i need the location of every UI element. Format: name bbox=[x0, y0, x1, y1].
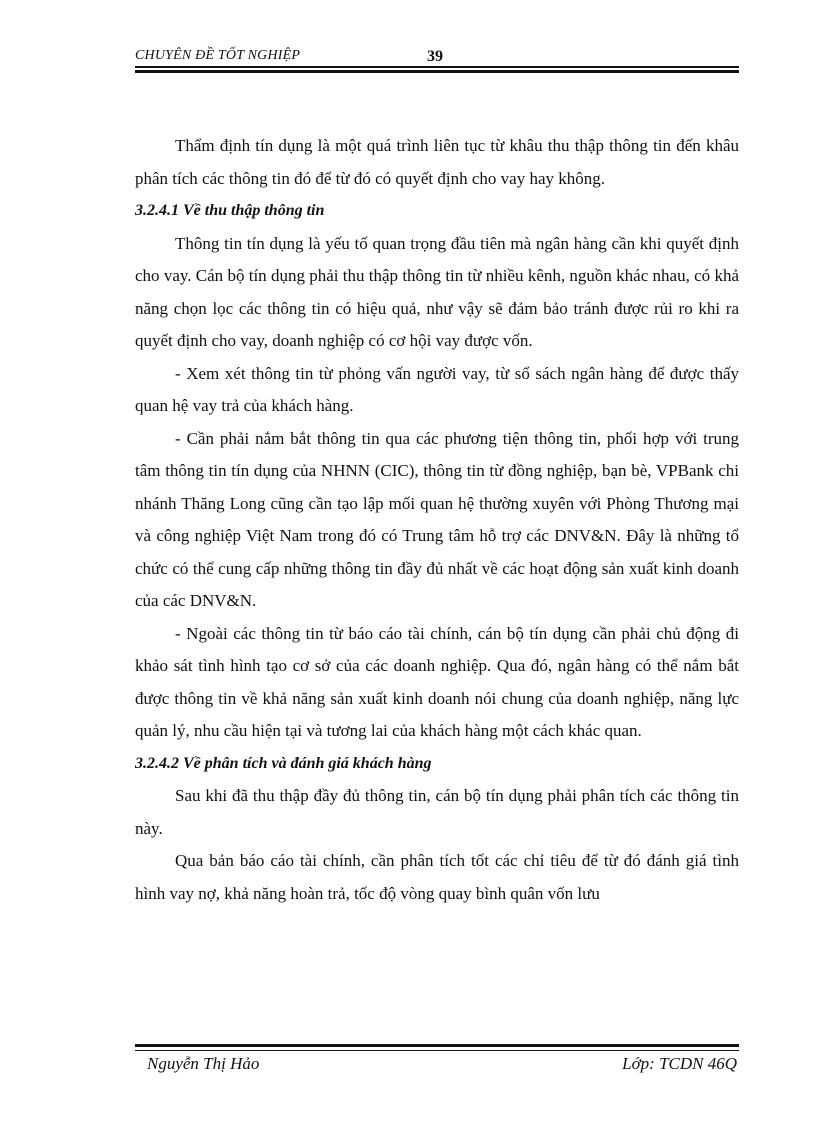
footer-rule-thick bbox=[135, 1044, 739, 1047]
section-heading-analysis: 3.2.4.2 Về phân tích và đánh giá khách hàng bbox=[135, 754, 432, 772]
paragraph-site-survey: - Ngoài các thông tin từ báo cáo tài chính, cán bộ tín dụng cần phải chủ động đi khảo sát tình hình tạo cơ sở của các doanh nghiệp. Qua đó, ngân hàng có thể nắm bắt được thông tin về khả năng sản xuất kinh doanh nói chung của doanh nghiệp, năng lực quản lý, nhu cầu hiện tại và tương lai của khách hàng một cách khác quan. bbox=[135, 623, 739, 740]
document-body bbox=[135, 130, 739, 910]
footer-author: Nguyễn Thị Hảo bbox=[147, 1054, 260, 1073]
footer-rule-thin bbox=[135, 1050, 739, 1051]
footer-class: Lớp: TCDN 46Q bbox=[622, 1054, 737, 1073]
paragraph-analyze: Sau khi đã thu thập đầy đủ thông tin, cán bộ tín dụng phải phân tích các thông tin này. bbox=[135, 786, 739, 838]
paragraph-interview: - Xem xét thông tin từ phỏng vấn người vay, từ sổ sách ngân hàng để được thấy quan hệ vay trả của khách hàng. bbox=[135, 363, 739, 415]
paragraph-financial-report: Qua bản báo cáo tài chính, cần phân tích tốt các chỉ tiêu để từ đó đánh giá tình hình vay nợ, khả năng hoàn trả, tốc độ vòng quay bình quân vốn lưu bbox=[135, 851, 739, 903]
header-rule-thin bbox=[135, 66, 739, 68]
section-heading-collect-info: 3.2.4.1 Về thu thập thông tin bbox=[135, 202, 325, 219]
paragraph-media-sources: - Cần phải nắm bắt thông tin qua các phương tiện thông tin, phối hợp với trung tâm thông tin tín dụng của NHNN (CIC), thông tin từ đồng nghiệp, bạn bè, VPBank chi nhánh Thăng Long cũng cần tạo lập mối quan hệ thường xuyên với Phòng Thương mại và công nghiệp Việt Nam trong đó có Trung tâm hỗ trợ các DNV&N. Đây là những tổ chức có thể cung cấp những thông tin đầy đủ nhất về các hoạt động sản xuất kinh doanh của các DNV&N. bbox=[135, 428, 739, 610]
header-rule-thick bbox=[135, 70, 739, 73]
page-header bbox=[135, 46, 739, 76]
header-title: CHUYÊN ĐỀ TỐT NGHIỆP bbox=[135, 48, 301, 63]
page-footer bbox=[135, 1040, 739, 1080]
page-number: 39 bbox=[427, 48, 443, 65]
paragraph-credit-info: Thông tin tín dụng là yếu tố quan trọng đầu tiên mà ngân hàng cần khi quyết định cho vay. Cán bộ tín dụng phải thu thập thông tin từ nhiều kênh, nguồn khác nhau, có khả năng chọn lọc các thông tin có hiệu quả, như vậy sẽ đảm bảo tránh được rủi ro khi ra quyết định cho vay, doanh nghiệp có cơ hội vay được vốn. bbox=[135, 233, 739, 350]
paragraph-intro: Thẩm định tín dụng là một quá trình liên tục từ khâu thu thập thông tin đến khâu phân tích các thông tin đó để từ đó có quyết định cho vay hay không. bbox=[135, 136, 739, 188]
